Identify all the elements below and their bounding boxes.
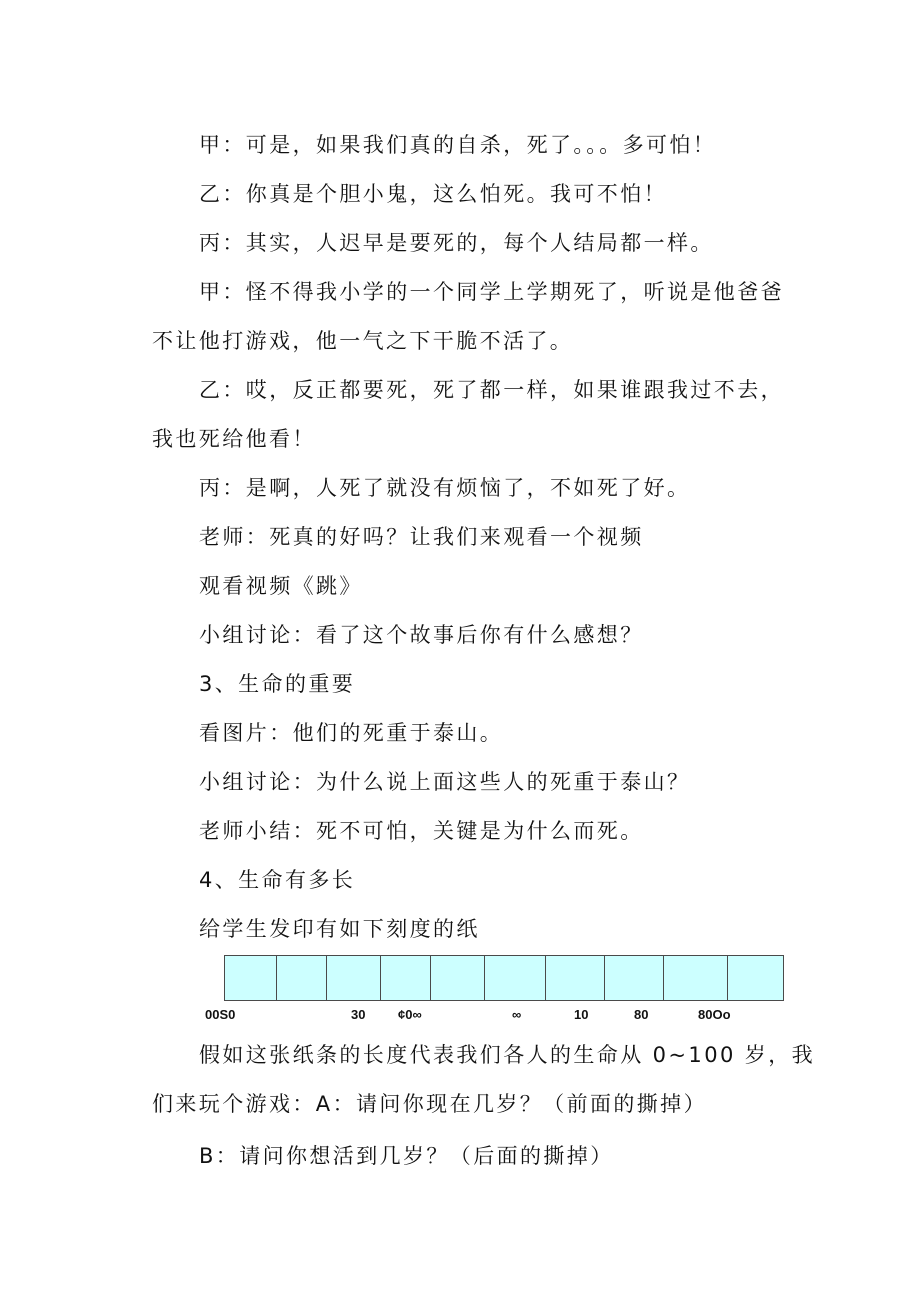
scale-tick-label: ∞ xyxy=(512,1007,522,1022)
dialogue-yi-2: 乙：哎，反正都要死，死了都一样，如果谁跟我过不去， xyxy=(199,378,784,402)
scale-cell xyxy=(484,956,545,1000)
scale-cell xyxy=(663,956,727,1000)
view-pictures: 看图片：他们的死重于泰山。 xyxy=(199,721,504,745)
scale-cell xyxy=(326,956,381,1000)
group-discussion-1: 小组讨论：看了这个故事后你有什么感想？ xyxy=(199,623,644,647)
life-scale-strip xyxy=(224,955,784,1001)
dialogue-jia-1: 甲：可是，如果我们真的自杀，死了。。。多可怕！ xyxy=(199,133,717,157)
dialogue-yi-2-cont: 我也死给他看！ xyxy=(152,427,316,451)
scale-tick-label: 80Oo xyxy=(698,1007,731,1022)
teacher-question: 老师：死真的好吗？让我们来观看一个视频 xyxy=(199,525,644,549)
dialogue-jia-2: 甲：怪不得我小学的一个同学上学期死了，听说是他爸爸 xyxy=(199,280,784,304)
scale-cell xyxy=(430,956,484,1000)
group-discussion-2: 小组讨论：为什么说上面这些人的死重于泰山？ xyxy=(199,770,691,794)
section-heading-4: 4、生命有多长 xyxy=(199,868,356,892)
teacher-summary: 老师小结：死不可怕，关键是为什么而死。 xyxy=(199,819,644,843)
scale-cell xyxy=(276,956,326,1000)
scale-tick-label: 80 xyxy=(634,1007,649,1022)
game-question-b: B：请问你想活到几岁？（后面的撕掉） xyxy=(199,1144,614,1168)
dialogue-jia-2-cont: 不让他打游戏，他一气之下干脆不活了。 xyxy=(152,329,574,353)
scale-cell xyxy=(604,956,664,1000)
handout-instruction: 给学生发印有如下刻度的纸 xyxy=(199,917,480,941)
scale-cell xyxy=(727,956,783,1000)
scale-tick-label: ¢0∞ xyxy=(398,1007,422,1022)
watch-video: 观看视频《跳》 xyxy=(199,574,363,598)
dialogue-bing-1: 丙：其实，人迟早是要死的，每个人结局都一样。 xyxy=(199,231,714,255)
scale-tick-label: 30 xyxy=(351,1007,366,1022)
game-intro-line-2: 们来玩个游戏：A：请问你现在几岁？（前面的撕掉） xyxy=(152,1092,707,1116)
scale-cell xyxy=(225,956,276,1000)
scale-tick-label: 10 xyxy=(574,1007,589,1022)
dialogue-bing-2: 丙：是啊，人死了就没有烦恼了，不如死了好。 xyxy=(199,476,691,500)
scale-cell xyxy=(380,956,430,1000)
dialogue-yi-1: 乙：你真是个胆小鬼，这么怕死。我可不怕！ xyxy=(199,182,667,206)
scale-cell xyxy=(545,956,604,1000)
game-intro-line-1: 假如这张纸条的长度代表我们各人的生命从 0~100 岁，我 xyxy=(199,1043,815,1067)
section-heading-3: 3、生命的重要 xyxy=(199,672,356,696)
scale-tick-label: 00S0 xyxy=(205,1007,236,1022)
